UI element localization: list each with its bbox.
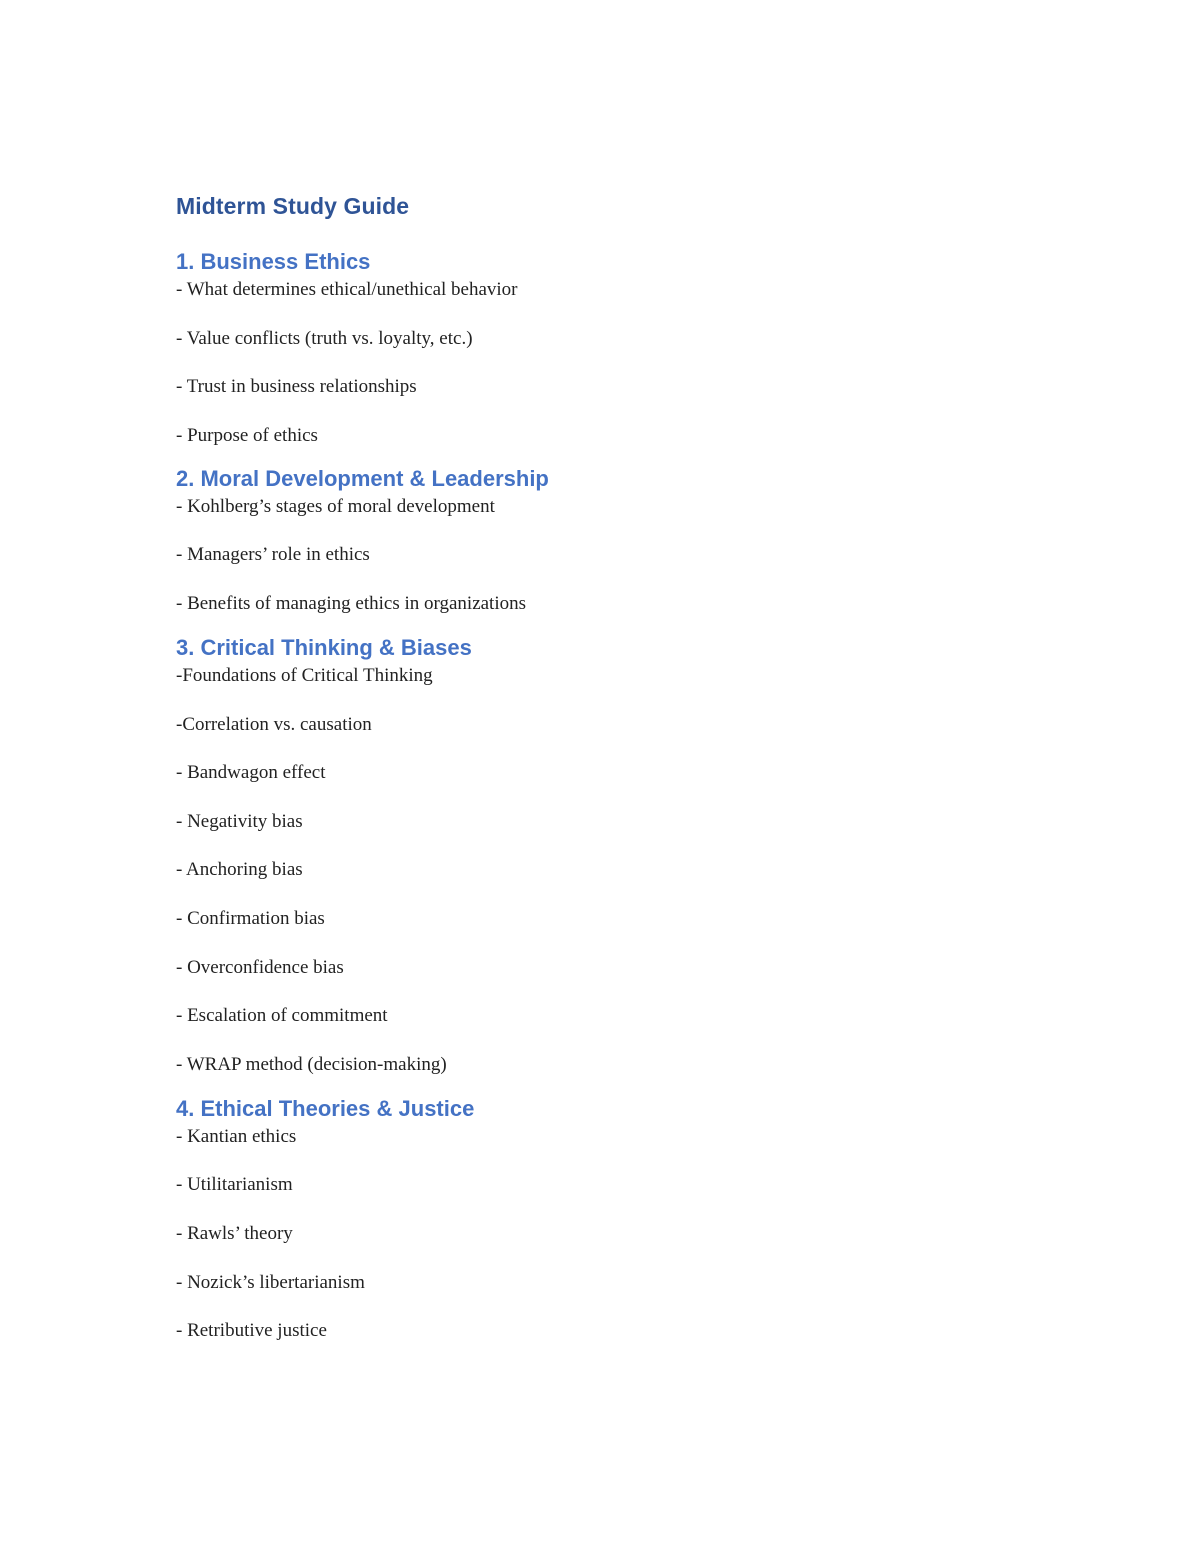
list-item: - Kantian ethics [176, 1125, 297, 1147]
list-item: - Value conflicts (truth vs. loyalty, etc.) [176, 327, 473, 349]
list-item: -Correlation vs. causation [176, 713, 372, 735]
list-item: - WRAP method (decision-making) [176, 1053, 447, 1075]
list-item: - Nozick’s libertarianism [176, 1271, 365, 1293]
list-item: - Retributive justice [176, 1320, 327, 1342]
list-item: - Kohlberg’s stages of moral development [176, 495, 495, 517]
list-item: - Negativity bias [176, 810, 303, 832]
list-item: - What determines ethical/unethical behavior [176, 279, 518, 300]
list-item: - Anchoring bias [176, 859, 303, 881]
document-title: Midterm Study Guide [176, 193, 410, 219]
section-heading: 4. Ethical Theories & Justice [176, 1095, 475, 1121]
list-item: - Benefits of managing ethics in organizations [176, 592, 527, 614]
section-critical-thinking [176, 632, 1076, 1086]
section-business-ethics [176, 246, 1076, 457]
list-item: - Escalation of commitment [176, 1005, 388, 1027]
list-item: - Rawls’ theory [176, 1222, 293, 1244]
list-item: - Managers’ role in ethics [176, 544, 370, 566]
section-moral-development [176, 463, 1076, 625]
list-item: - Utilitarianism [176, 1174, 293, 1196]
list-item: - Trust in business relationships [176, 376, 417, 398]
document-content [176, 190, 1076, 1352]
list-item: -Foundations of Critical Thinking [176, 664, 433, 686]
section-heading: 1. Business Ethics [176, 249, 371, 274]
list-item: - Purpose of ethics [176, 424, 318, 446]
section-heading: 3. Critical Thinking & Biases [176, 634, 472, 660]
list-item: - Overconfidence bias [176, 956, 344, 978]
section-ethical-theories [176, 1093, 1076, 1352]
list-item: - Bandwagon effect [176, 762, 326, 784]
list-item: - Confirmation bias [176, 907, 325, 929]
section-heading: 2. Moral Development & Leadership [176, 465, 549, 491]
